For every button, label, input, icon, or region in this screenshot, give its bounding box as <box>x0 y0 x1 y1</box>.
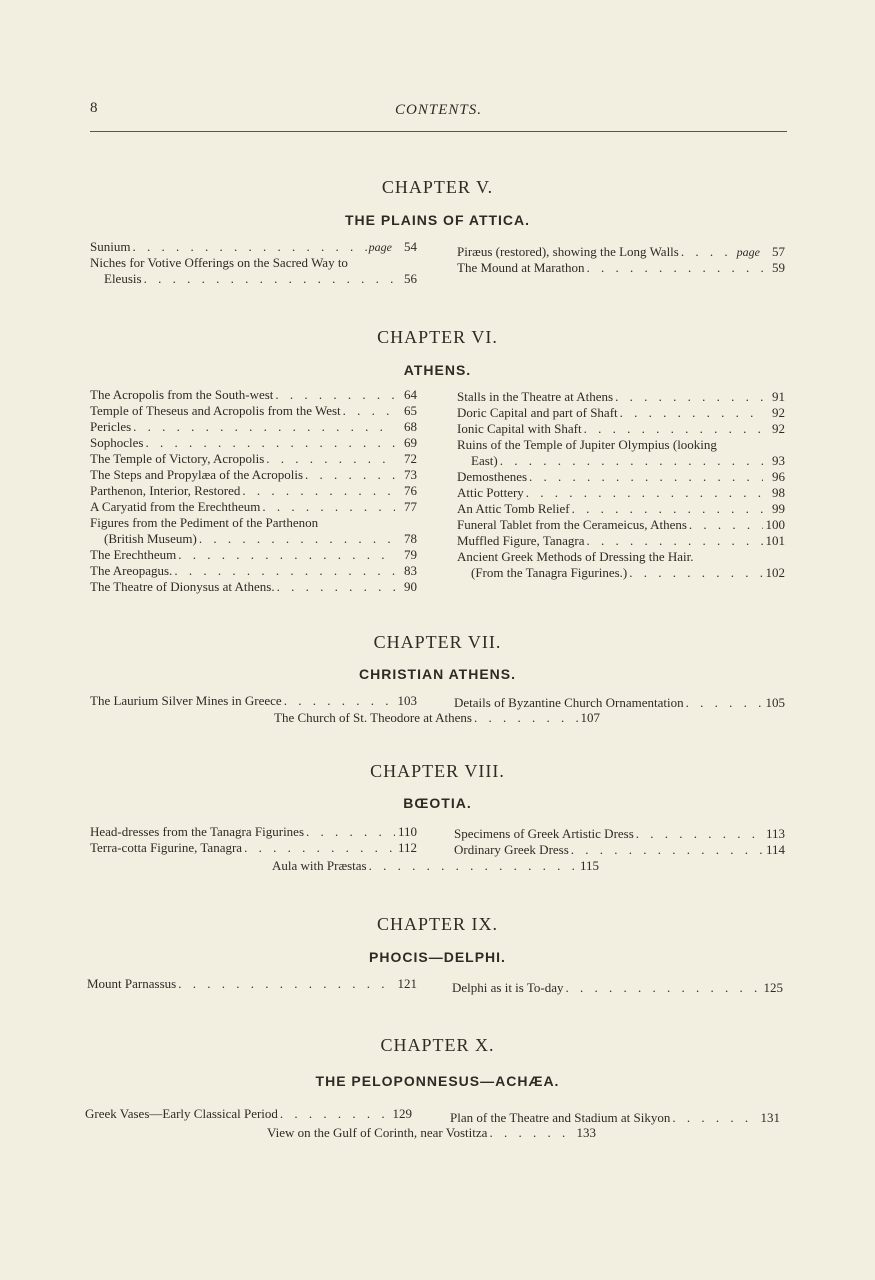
header-rule <box>90 131 787 132</box>
entry-title: The Temple of Victory, Acropolis <box>90 451 265 466</box>
entry-title: Sophocles <box>90 435 144 450</box>
chapter-title: CHRISTIAN ATHENS. <box>359 666 516 682</box>
illustration-entry[interactable] <box>452 980 783 996</box>
dot-leader <box>176 976 395 992</box>
page-reference: 131 <box>760 1110 780 1125</box>
page-reference: 113 <box>765 826 785 841</box>
dot-leader <box>130 239 368 255</box>
illustration-entry[interactable] <box>274 710 600 726</box>
illustration-entry[interactable] <box>90 467 417 483</box>
page-reference: 57 <box>772 244 785 259</box>
illustration-entry[interactable] <box>454 842 785 858</box>
page-reference: 91 <box>772 389 785 404</box>
dot-leader <box>142 271 395 287</box>
entry-title: Pericles <box>90 419 132 434</box>
illustration-entry[interactable] <box>90 499 417 515</box>
illustration-entry[interactable] <box>457 565 785 581</box>
dot-leader <box>367 858 577 874</box>
right-column <box>457 244 785 276</box>
illustration-entry[interactable] <box>90 483 417 499</box>
page-reference: 102 <box>765 565 785 580</box>
entry-title: Funeral Tablet from the Cerameicus, Athens <box>457 517 687 532</box>
illustration-entry[interactable] <box>457 389 785 405</box>
chapter-number: CHAPTER V. <box>381 177 494 197</box>
illustration-entry[interactable] <box>457 405 785 421</box>
entry-title: Ordinary Greek Dress <box>454 842 569 857</box>
dot-leader <box>679 244 737 260</box>
right-column <box>450 1110 780 1126</box>
dot-leader <box>634 826 763 842</box>
page-reference: 98 <box>772 485 785 500</box>
page-reference: 90 <box>404 579 417 594</box>
dot-leader <box>143 435 395 451</box>
dot-leader <box>569 842 763 858</box>
illustration-entry[interactable] <box>457 437 785 453</box>
dot-leader <box>172 563 395 579</box>
entry-title: A Caryatid from the Erechtheum <box>90 499 261 514</box>
dot-leader <box>176 547 395 563</box>
entry-title: Eleusis <box>104 271 142 286</box>
entry-title: Attic Pottery <box>457 485 524 500</box>
illustration-entry[interactable] <box>454 695 785 711</box>
left-column <box>90 693 417 709</box>
page-reference: 96 <box>772 469 785 484</box>
entry-title: Ruins of the Temple of Jupiter Olympius (looking <box>457 437 717 452</box>
illustration-entry[interactable] <box>90 451 417 467</box>
dot-leader <box>472 710 578 726</box>
page-reference: 56 <box>404 271 417 286</box>
entry-title: The Mound at Marathon <box>457 260 585 275</box>
illustration-entry[interactable] <box>90 239 417 255</box>
page-reference: 92 <box>772 421 785 436</box>
page-reference: 78 <box>404 531 417 546</box>
entry-title: Mount Parnassus <box>87 976 177 991</box>
dot-leader <box>275 579 395 595</box>
illustration-entry[interactable] <box>90 419 417 435</box>
chapter-number: CHAPTER IX. <box>376 914 498 934</box>
dot-leader <box>582 421 763 437</box>
dot-leader <box>618 405 763 421</box>
dot-leader <box>527 469 763 485</box>
illustration-entry[interactable] <box>457 453 785 469</box>
page-reference: 105 <box>765 695 785 710</box>
page-reference: 64 <box>404 387 417 402</box>
entry-title: The Theatre of Dionysus at Athens. <box>90 579 275 594</box>
dot-leader <box>687 517 763 533</box>
page-reference: 121 <box>397 976 417 991</box>
page-reference: 112 <box>397 840 417 855</box>
entry-title: The Erechtheum <box>90 547 177 562</box>
dot-leader <box>240 483 395 499</box>
dot-leader <box>684 695 763 711</box>
page-reference: 133 <box>576 1125 596 1140</box>
entry-title: Demosthenes <box>457 469 528 484</box>
entry-title: Parthenon, Interior, Restored <box>90 483 241 498</box>
page-reference: 115 <box>579 858 599 873</box>
illustration-entry[interactable] <box>85 1106 412 1122</box>
left-column <box>90 239 417 287</box>
left-column <box>85 1106 412 1122</box>
page-label: page <box>736 245 760 259</box>
right-column <box>457 389 785 581</box>
page-reference: 129 <box>392 1106 412 1121</box>
right-column <box>452 980 783 996</box>
illustration-entry[interactable] <box>457 469 785 485</box>
dot-leader <box>273 387 395 403</box>
entry-title: (From the Tanagra Figurines.) <box>471 565 628 580</box>
illustration-entry[interactable] <box>90 531 417 547</box>
chapter-number: CHAPTER VI. <box>377 327 498 347</box>
entry-title: (British Museum) <box>104 531 197 546</box>
page-reference: 107 <box>580 710 600 725</box>
page-reference: 100 <box>765 517 785 532</box>
dot-leader <box>260 499 395 515</box>
dot-leader <box>585 533 764 549</box>
entry-title: Greek Vases—Early Classical Period <box>85 1106 278 1121</box>
dot-leader <box>564 980 761 996</box>
right-column <box>454 695 785 711</box>
entry-title: Plan of the Theatre and Stadium at Sikyon <box>450 1110 671 1125</box>
dot-leader <box>570 501 763 517</box>
entry-title: Aula with Præstas <box>272 858 367 873</box>
entry-title: Piræus (restored), showing the Long Walls <box>457 244 679 259</box>
dot-leader <box>670 1110 758 1126</box>
page-reference: 79 <box>404 547 417 562</box>
entry-title: The Areopagus. <box>90 563 173 578</box>
entry-title: East) <box>471 453 498 468</box>
entry-title: Temple of Theseus and Acropolis from the West <box>90 403 341 418</box>
center-column <box>267 1125 596 1141</box>
entry-title: Specimens of Greek Artistic Dress <box>454 826 634 841</box>
illustration-entry[interactable] <box>267 1125 596 1141</box>
chapter-number: CHAPTER X. <box>380 1035 495 1055</box>
dot-leader <box>197 531 395 547</box>
illustration-entry[interactable] <box>90 579 417 595</box>
chapter-title: PHOCIS—DELPHI. <box>369 949 506 965</box>
entry-title: The Steps and Propylæa of the Acropolis <box>90 467 304 482</box>
illustration-entry[interactable] <box>90 515 417 531</box>
entry-title: Figures from the Pediment of the Parthenon <box>90 515 319 530</box>
entry-title: Niches for Votive Offerings on the Sacred Way to <box>90 255 348 270</box>
right-column <box>454 826 785 858</box>
page-reference: 65 <box>404 403 417 418</box>
illustration-entry[interactable] <box>90 387 417 403</box>
chapter-title: THE PELOPONNESUS—ACHÆA. <box>315 1073 560 1089</box>
page-reference: 72 <box>404 451 417 466</box>
illustration-entry[interactable] <box>87 976 417 992</box>
dot-leader <box>584 260 763 276</box>
page-reference: 125 <box>763 980 783 995</box>
page-reference: 114 <box>765 842 785 857</box>
entry-title: Details of Byzantine Church Ornamentation <box>454 695 684 710</box>
page-reference: 76 <box>404 483 417 498</box>
illustration-entry[interactable] <box>90 435 417 451</box>
left-column <box>90 387 417 595</box>
illustration-entry[interactable] <box>454 826 785 842</box>
page-number: 8 <box>90 100 98 116</box>
illustration-entry[interactable] <box>457 244 785 260</box>
page-reference: 99 <box>772 501 785 516</box>
chapter-title: ATHENS. <box>403 362 472 378</box>
illustration-entry[interactable] <box>457 260 785 276</box>
dot-leader <box>278 1106 390 1122</box>
illustration-entry[interactable] <box>90 403 417 419</box>
dot-leader <box>242 840 395 856</box>
illustration-entry[interactable] <box>90 563 417 579</box>
page-reference: 92 <box>772 405 785 420</box>
dot-leader <box>282 693 395 709</box>
illustration-entry[interactable] <box>90 271 417 287</box>
entry-title: Head-dresses from the Tanagra Figurines <box>90 824 305 839</box>
illustration-entry[interactable] <box>90 840 417 856</box>
dot-leader <box>627 565 763 581</box>
entry-title: Sunium <box>90 239 131 254</box>
chapter-title: THE PLAINS OF ATTICA. <box>344 212 531 228</box>
page-reference: 83 <box>404 563 417 578</box>
illustration-entry[interactable] <box>90 547 417 563</box>
dot-leader <box>498 453 763 469</box>
illustration-entry[interactable] <box>457 549 785 565</box>
dot-leader <box>264 451 395 467</box>
illustration-entry[interactable] <box>457 533 785 549</box>
illustration-entry[interactable] <box>457 485 785 501</box>
dot-leader <box>524 485 763 501</box>
entry-title: Delphi as it is To-day <box>452 980 564 995</box>
dot-leader <box>304 824 395 840</box>
entry-title: Stalls in the Theatre at Athens <box>457 389 614 404</box>
entry-title: The Acropolis from the South-west <box>90 387 274 402</box>
left-column <box>87 976 417 992</box>
page-reference: 93 <box>772 453 785 468</box>
illustration-entry[interactable] <box>272 858 599 874</box>
illustration-entry[interactable] <box>90 824 417 840</box>
entry-title: The Church of St. Theodore at Athens <box>274 710 472 725</box>
illustration-entry[interactable] <box>457 421 785 437</box>
center-column <box>274 710 600 726</box>
entry-title: Ionic Capital with Shaft <box>457 421 582 436</box>
entry-title: Doric Capital and part of Shaft <box>457 405 618 420</box>
page-reference: 54 <box>404 239 417 254</box>
illustration-entry[interactable] <box>90 255 417 271</box>
page-reference: 103 <box>397 693 417 708</box>
page-reference: 73 <box>404 467 417 482</box>
entry-title: An Attic Tomb Relief <box>457 501 570 516</box>
illustration-entry[interactable] <box>90 693 417 709</box>
entry-title: The Laurium Silver Mines in Greece <box>90 693 282 708</box>
page-reference: 77 <box>404 499 417 514</box>
page-reference: 59 <box>772 260 785 275</box>
illustration-entry[interactable] <box>457 501 785 517</box>
entry-title: Ancient Greek Methods of Dressing the Hair. <box>457 549 694 564</box>
chapter-number: CHAPTER VII. <box>373 632 502 652</box>
running-header <box>90 100 787 122</box>
center-column <box>272 858 599 874</box>
dot-leader <box>487 1125 574 1141</box>
page-reference: 69 <box>404 435 417 450</box>
page-label: page <box>368 240 392 254</box>
page-reference: 68 <box>404 419 417 434</box>
entry-title: View on the Gulf of Corinth, near Vostitza <box>267 1125 488 1140</box>
page-reference: 101 <box>765 533 785 548</box>
chapter-number: CHAPTER VIII. <box>370 761 505 781</box>
dot-leader <box>613 389 763 405</box>
illustration-entry[interactable] <box>450 1110 780 1126</box>
dot-leader <box>341 403 395 419</box>
left-column <box>90 824 417 856</box>
dot-leader <box>131 419 395 435</box>
illustration-entry[interactable] <box>457 517 785 533</box>
running-title: CONTENTS. <box>395 102 482 118</box>
entry-title: Terra-cotta Figurine, Tanagra <box>90 840 243 855</box>
dot-leader <box>303 467 395 483</box>
page-reference: 110 <box>397 824 417 839</box>
chapter-title: BŒOTIA. <box>403 795 472 811</box>
entry-title: Muffled Figure, Tanagra <box>457 533 585 548</box>
